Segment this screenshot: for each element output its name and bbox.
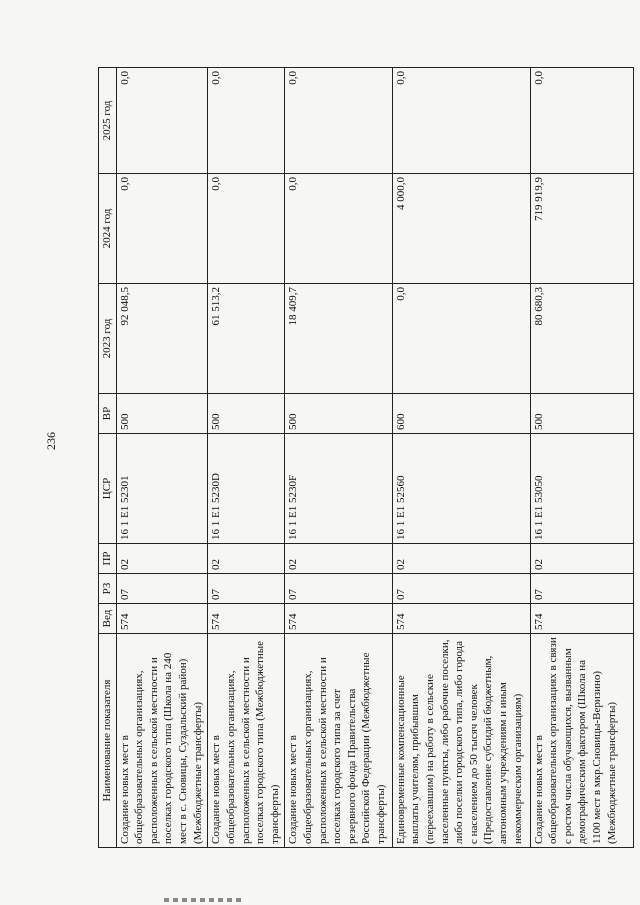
cell-2023: 92 048,5 bbox=[116, 284, 208, 394]
cell-ved: 574 bbox=[285, 604, 392, 634]
cell-ved: 574 bbox=[116, 604, 208, 634]
cell-name: Создание новых мест в общеобразовательных организациях, расположенных в сельской местности и поселках городского типа (Межбюджетные трансферты) bbox=[208, 634, 285, 848]
cell-rz: 07 bbox=[392, 574, 530, 604]
cell-pr: 02 bbox=[530, 544, 633, 574]
header-pr: ПР bbox=[99, 544, 117, 574]
cell-rz: 07 bbox=[285, 574, 392, 604]
header-name: Наименование показателя bbox=[99, 634, 117, 848]
cell-ved: 574 bbox=[208, 604, 285, 634]
cell-ved: 574 bbox=[392, 604, 530, 634]
cell-2024: 0,0 bbox=[208, 174, 285, 284]
cell-pr: 02 bbox=[285, 544, 392, 574]
cell-2023: 0,0 bbox=[392, 284, 530, 394]
cell-name: Создание новых мест в общеобразовательных организациях, расположенных в сельской местности и поселках городского типа за счет резервного фонда Правительства Российской Федерации (Межбюджетные трансферты) bbox=[285, 634, 392, 848]
cell-2025: 0,0 bbox=[285, 68, 392, 174]
cell-vr: 500 bbox=[285, 394, 392, 434]
cell-csr: 16 1 E1 5230F bbox=[285, 434, 392, 544]
cell-pr: 02 bbox=[116, 544, 208, 574]
cell-name: Единовременные компенсационные выплаты учителям, прибывшим (переехавшим) на работу в сельские населенные пункты, либо рабочие поселки, либо поселки городского типа, либо города с населением до 50 тысяч человек (Предоставление субсидий бюджетным, автономным учреждениям и иным некоммерческим организациям) bbox=[392, 634, 530, 848]
cell-name: Создание новых мест в общеобразовательных организациях в связи с ростом числа обучающихся, вызванным демографическим фактором (Школа на 1100 мест в мкр.Сновицы-Веризино) (Межбюджетные трансферты) bbox=[530, 634, 633, 848]
cell-2023: 18 409,7 bbox=[285, 284, 392, 394]
cell-vr: 500 bbox=[530, 394, 633, 434]
table-row bbox=[392, 68, 530, 848]
header-rz: РЗ bbox=[99, 574, 117, 604]
table-header-row bbox=[99, 68, 117, 848]
cell-2023: 61 513,2 bbox=[208, 284, 285, 394]
cell-rz: 07 bbox=[208, 574, 285, 604]
header-2024: 2024 год bbox=[99, 174, 117, 284]
table-row bbox=[530, 68, 633, 848]
cell-csr: 16 1 E1 53050 bbox=[530, 434, 633, 544]
cell-2023: 80 680,3 bbox=[530, 284, 633, 394]
cell-2024: 0,0 bbox=[285, 174, 392, 284]
budget-table bbox=[98, 67, 634, 848]
cell-2024: 0,0 bbox=[116, 174, 208, 284]
cell-csr: 16 1 E1 52301 bbox=[116, 434, 208, 544]
header-vr: ВР bbox=[99, 394, 117, 434]
table-row bbox=[116, 68, 208, 848]
cell-2024: 719 919,9 bbox=[530, 174, 633, 284]
cell-2024: 4 000,0 bbox=[392, 174, 530, 284]
scan-edge-marks bbox=[164, 898, 244, 902]
table-row bbox=[208, 68, 285, 848]
cell-vr: 500 bbox=[208, 394, 285, 434]
cell-rz: 07 bbox=[530, 574, 633, 604]
cell-2025: 0,0 bbox=[392, 68, 530, 174]
cell-csr: 16 1 E1 52560 bbox=[392, 434, 530, 544]
header-csr: ЦСР bbox=[99, 434, 117, 544]
header-ved: Вед bbox=[99, 604, 117, 634]
header-2023: 2023 год bbox=[99, 284, 117, 394]
cell-rz: 07 bbox=[116, 574, 208, 604]
rotated-table-container bbox=[98, 68, 634, 848]
cell-vr: 600 bbox=[392, 394, 530, 434]
cell-vr: 500 bbox=[116, 394, 208, 434]
cell-2025: 0,0 bbox=[530, 68, 633, 174]
cell-2025: 0,0 bbox=[208, 68, 285, 174]
cell-pr: 02 bbox=[392, 544, 530, 574]
header-2025: 2025 год bbox=[99, 68, 117, 174]
cell-pr: 02 bbox=[208, 544, 285, 574]
cell-csr: 16 1 E1 5230D bbox=[208, 434, 285, 544]
table-row bbox=[285, 68, 392, 848]
cell-ved: 574 bbox=[530, 604, 633, 634]
page-number: 236 bbox=[44, 432, 58, 450]
cell-2025: 0,0 bbox=[116, 68, 208, 174]
cell-name: Создание новых мест в общеобразовательных организациях, расположенных в сельской местности и поселках городского типа (Школа на 240 мест в с. Сновицы, Суздальский район) (Межбюджетные трансферты) bbox=[116, 634, 208, 848]
